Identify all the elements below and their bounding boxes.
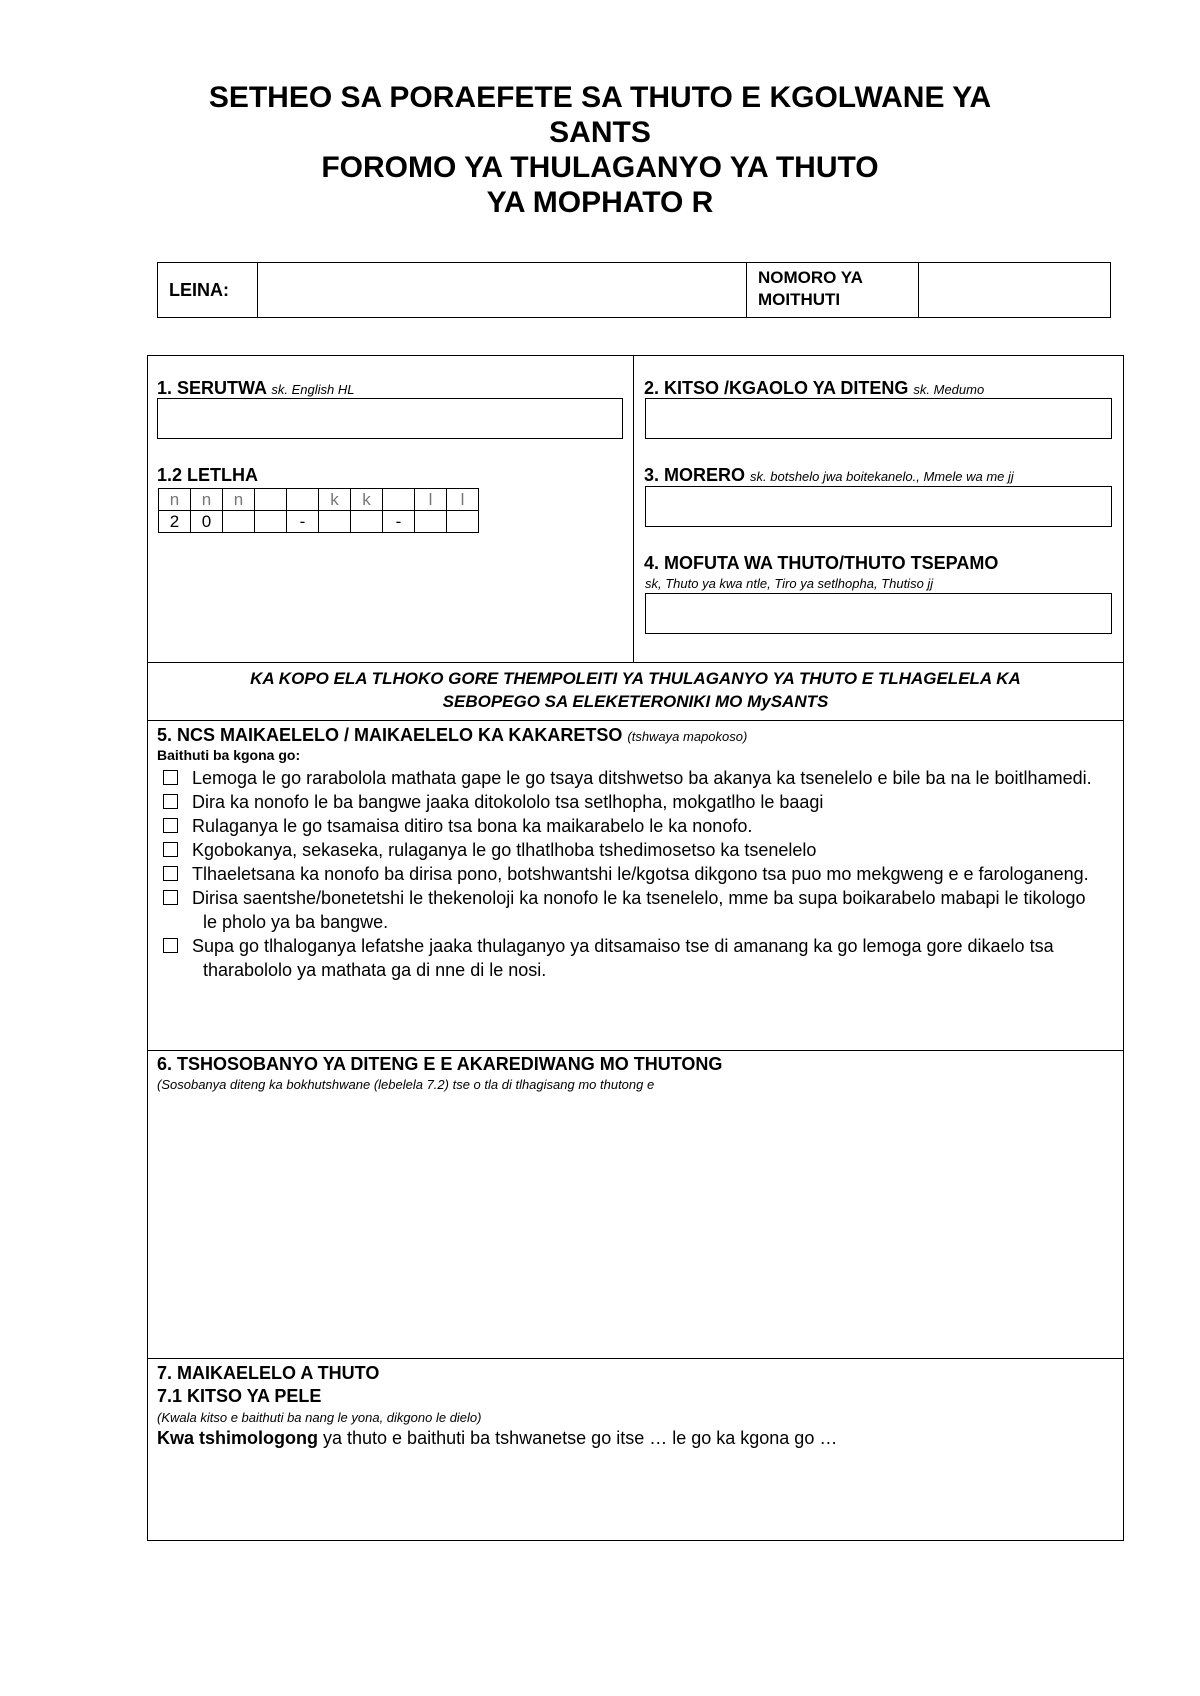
date-value-cell[interactable]: 0 — [191, 511, 223, 533]
date-format-cell: l — [415, 489, 447, 511]
name-label: LEINA: — [169, 280, 229, 300]
electronic-template-notice — [147, 667, 1124, 713]
outcome-checkbox[interactable] — [163, 842, 178, 857]
content-summary-input[interactable] — [152, 1095, 1119, 1353]
notice-line-2: SEBOPEGO SA ELEKETERONIKI MO MySANTS — [442, 692, 829, 711]
title-line-4: YA MOPHATO R — [486, 186, 714, 219]
content-summary-hint: (Sosobanya diteng ka bokhutshwane (lebelela 7.2) tse o tla di tlhagisang mo thutong e — [157, 1077, 655, 1092]
date-format-cell: l — [447, 489, 479, 511]
outcomes-intro: Baithuti ba kgona go: — [157, 747, 301, 763]
lesson-type-label: 4. MOFUTA WA THUTO/THUTO TSEPAMO — [644, 553, 999, 573]
date-format-cell: n — [191, 489, 223, 511]
prior-knowledge-input[interactable] — [152, 1452, 1119, 1536]
title-line-2: SANTS — [549, 116, 651, 149]
outcome-checkbox[interactable] — [163, 890, 178, 905]
outcome-text: Lemoga le go rarabolola mathata gape le go tsaya ditshwetso ba akanya ka tsenelelo e bile ba na le boitlhamedi. — [192, 768, 1092, 788]
date-value-cell[interactable] — [447, 511, 479, 533]
theme-input[interactable] — [645, 486, 1112, 527]
outcome-item — [157, 838, 1102, 862]
notice-line-1: KA KOPO ELA TLHOKO GORE THEMPOLEITI YA THULAGANYO YA THUTO E TLHAGELELA KA — [250, 669, 1021, 688]
outcome-item — [157, 886, 1102, 934]
outcomes-hint: (tshwaya mapokoso) — [627, 729, 748, 744]
date-format-cell — [383, 489, 415, 511]
date-value-cell[interactable]: - — [287, 511, 319, 533]
theme-hint: sk. botshelo jwa boitekanelo., Mmele wa me jj — [750, 469, 1014, 484]
outcomes-label-text: 5. NCS MAIKAELELO / MAIKAELELO KA KAKARETSO — [157, 725, 623, 745]
outcomes-list — [157, 766, 1102, 982]
date-format-cell: k — [319, 489, 351, 511]
outcome-item — [157, 934, 1102, 982]
date-value-cell[interactable] — [223, 511, 255, 533]
divider — [147, 720, 1124, 721]
date-format-cell — [287, 489, 319, 511]
date-format-cell: n — [159, 489, 191, 511]
outcome-checkbox[interactable] — [163, 794, 178, 809]
outcome-checkbox[interactable] — [163, 770, 178, 785]
prior-knowledge-label: 7.1 KITSO YA PELE — [157, 1386, 322, 1406]
date-format-row — [159, 489, 479, 511]
theme-label — [644, 465, 1014, 486]
lesson-type-input[interactable] — [645, 593, 1112, 634]
divider — [147, 1050, 1124, 1051]
content-area-label-text: 2. KITSO /KGAOLO YA DITENG — [644, 378, 909, 398]
content-area-hint: sk. Medumo — [913, 382, 985, 397]
date-value-row[interactable] — [159, 511, 479, 533]
outcome-item — [157, 766, 1102, 790]
lesson-objectives-label: 7. MAIKAELELO A THUTO — [157, 1363, 380, 1383]
prior-knowledge-lead-text: ya thuto e baithuti ba tshwanetse go itse … le go ka kgona go … — [318, 1428, 838, 1448]
outcome-text: Supa go tlhaloganya lefatshe jaaka thulaganyo ya ditsamaiso tse di amanang ka go lemoga gore dikaelo tsa tharabololo ya mathata ga di nne di le nosi. — [192, 936, 1054, 980]
subject-label-text: 1. SERUTWA — [157, 378, 267, 398]
student-number-input[interactable] — [921, 265, 1108, 315]
date-value-cell[interactable]: - — [383, 511, 415, 533]
outcome-text: Tlhaeletsana ka nonofo ba dirisa pono, botshwantshi le/kgotsa dikgono tsa puo mo mekgweng e e farologaneng. — [192, 864, 1089, 884]
outcome-item — [157, 862, 1102, 886]
date-format-cell — [255, 489, 287, 511]
outcome-text: Dira ka nonofo le ba bangwe jaaka ditokololo tsa setlhopha, mokgatlho le baagi — [192, 792, 824, 812]
subject-input[interactable] — [157, 398, 623, 439]
date-label: 1.2 LETLHA — [157, 465, 259, 485]
outcome-text: Kgobokanya, sekaseka, rulaganya le go tlhatlhoba tshedimosetso ka tsenelelo — [192, 840, 817, 860]
divider — [746, 262, 747, 318]
outcome-item — [157, 814, 1102, 838]
date-value-cell[interactable] — [319, 511, 351, 533]
title-line-1: SETHEO SA PORAEFETE SA THUTO E KGOLWANE YA — [208, 81, 992, 114]
date-value-cell[interactable] — [255, 511, 287, 533]
theme-label-text: 3. MORERO — [644, 465, 746, 485]
prior-knowledge-hint: (Kwala kitso e baithuti ba nang le yona, dikgono le dielo) — [157, 1410, 482, 1425]
date-grid[interactable] — [158, 488, 479, 533]
content-area-input[interactable] — [645, 398, 1112, 439]
date-value-cell[interactable]: 2 — [159, 511, 191, 533]
outcome-text: Dirisa saentshe/bonetetshi le thekenoloji ka nonofo le ka tsenelelo, mme ba supa boikarabelo mabapi le tikologo le pholo ya ba bangwe. — [192, 888, 1086, 932]
outcome-checkbox[interactable] — [163, 818, 178, 833]
date-value-cell[interactable] — [415, 511, 447, 533]
date-format-cell: n — [223, 489, 255, 511]
divider — [147, 662, 1124, 663]
subject-hint: sk. English HL — [271, 382, 355, 397]
date-value-cell[interactable] — [351, 511, 383, 533]
outcome-checkbox[interactable] — [163, 938, 178, 953]
divider — [633, 355, 634, 663]
divider — [918, 262, 919, 318]
page-title — [0, 80, 1200, 220]
content-area-label — [644, 378, 984, 399]
content-summary-label: 6. TSHOSOBANYO YA DITENG E E AKAREDIWANG MO THUTONG — [157, 1054, 723, 1074]
divider — [257, 262, 258, 318]
outcomes-label — [157, 725, 747, 746]
date-format-cell: k — [351, 489, 383, 511]
prior-knowledge-lead-bold: Kwa tshimologong — [157, 1428, 318, 1448]
subject-label — [157, 378, 354, 399]
title-line-3: FOROMO YA THULAGANYO YA THUTO — [321, 151, 879, 184]
lesson-type-hint: sk, Thuto ya kwa ntle, Tiro ya setlhopha, Thutiso jj — [645, 576, 934, 591]
outcome-checkbox[interactable] — [163, 866, 178, 881]
outcome-item — [157, 790, 1102, 814]
outcome-text: Rulaganya le go tsamaisa ditiro tsa bona ka maikarabelo le ka nonofo. — [192, 816, 753, 836]
name-input[interactable] — [260, 265, 744, 315]
divider — [147, 1358, 1124, 1359]
prior-knowledge-lead — [157, 1428, 837, 1449]
student-number-label: NOMORO YA MOITHUTI — [758, 268, 863, 309]
